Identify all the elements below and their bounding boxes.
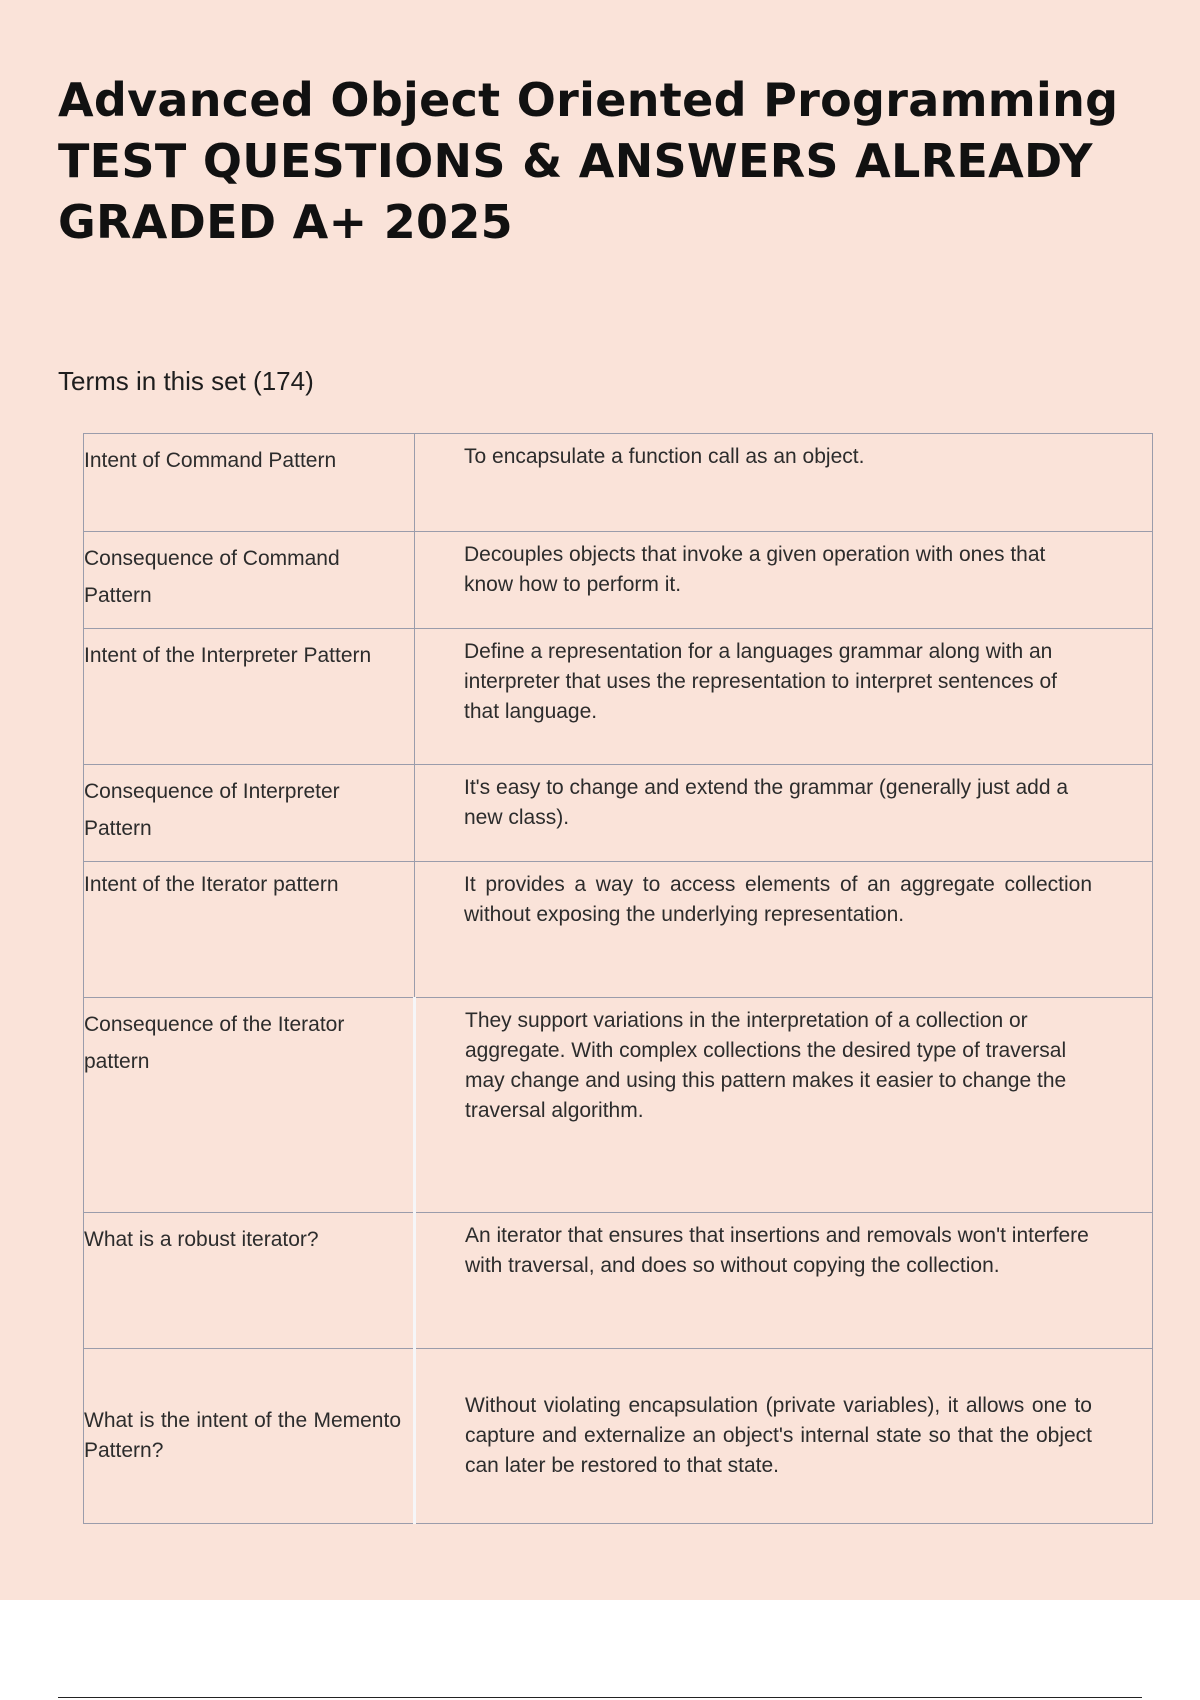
term-row	[84, 998, 1153, 1213]
terms-count-label: Terms in this set (174)	[58, 366, 314, 396]
term-row	[84, 1349, 1153, 1524]
term-row	[84, 629, 1153, 765]
term-cell: Intent of Command Pattern	[84, 434, 415, 532]
definition-cell: An iterator that ensures that insertions and removals won't interfere with traversal, and does so without copying the collection.	[415, 1213, 1153, 1349]
footer-divider	[58, 1697, 1142, 1698]
term-cell: Intent of the Iterator pattern	[84, 862, 415, 998]
term-cell: What is a robust iterator?	[84, 1213, 415, 1349]
term-row	[84, 862, 1153, 998]
document-title: Advanced Object Oriented Programming TEST QUESTIONS & ANSWERS ALREADY GRADED A+ 2025	[58, 73, 1119, 249]
term-cell: Consequence of the Iterator pattern	[84, 998, 415, 1213]
term-row	[84, 1213, 1153, 1349]
definition-cell: To encapsulate a function call as an object.	[415, 434, 1153, 532]
term-row	[84, 532, 1153, 629]
term-row	[84, 434, 1153, 532]
definition-cell: Define a representation for a languages grammar along with an interpreter that uses the representation to interpret sentences of that language.	[415, 629, 1153, 765]
term-cell: What is the intent of the Memento Pattern?	[84, 1349, 415, 1524]
definition-cell: It provides a way to access elements of an aggregate collection without exposing the underlying representation.	[415, 862, 1153, 998]
term-cell: Intent of the Interpreter Pattern	[84, 629, 415, 765]
term-row	[84, 765, 1153, 862]
definition-cell: It's easy to change and extend the grammar (generally just add a new class).	[415, 765, 1153, 862]
definition-cell: They support variations in the interpretation of a collection or aggregate. With complex collections the desired type of traversal may change and using this pattern makes it easier to change the traversal algorithm.	[415, 998, 1153, 1213]
term-cell: Consequence of Command Pattern	[84, 532, 415, 629]
definition-cell: Without violating encapsulation (private variables), it allows one to capture and externalize an object's internal state so that the object can later be restored to that state.	[415, 1349, 1153, 1524]
definition-cell: Decouples objects that invoke a given operation with ones that know how to perform it.	[415, 532, 1153, 629]
term-cell: Consequence of Interpreter Pattern	[84, 765, 415, 862]
terms-table	[83, 433, 1153, 1524]
